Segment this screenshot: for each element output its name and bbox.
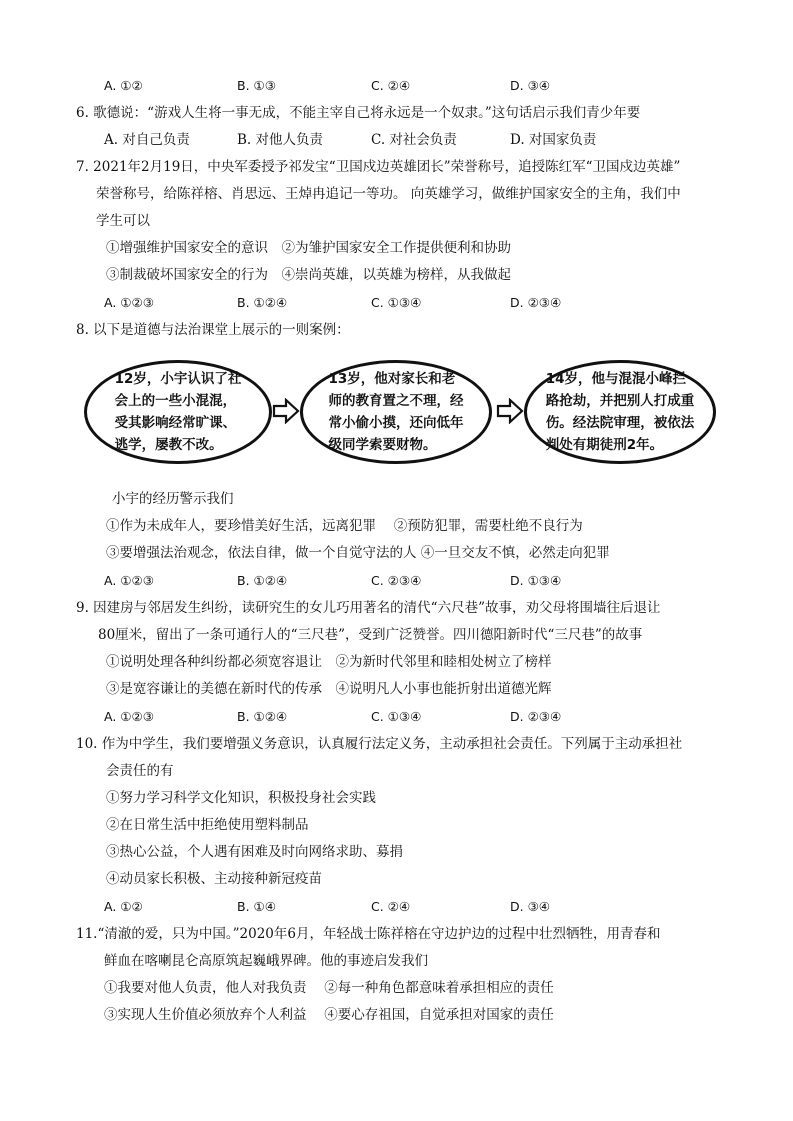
q9-option-d: D. ②③④ (510, 709, 562, 724)
q7-item-line1: ①增强维护国家安全的意识 ②为雏护国家安全工作提供便利和协助 (106, 240, 511, 256)
q10-item1: ①努力学习科学文化知识，积极投身社会实践 (106, 790, 376, 806)
q5-option-b: B. ①③ (237, 78, 276, 93)
q8-stem: 8. 以下是道德与法治课堂上展示的一则案例： (76, 322, 350, 338)
q6-stem: 6. 歌德说：“游戏人生将一事无成，不能主宰自己将永远是一个奴隶。”这句话启示我们青少年要 (76, 105, 641, 121)
q8-item-line2: ③要增强法治观念，依法自律，做一个自觉守法的人 ④一旦交友不慎，必然走向犯罪 (106, 545, 610, 561)
case-oval-age12-text: 12岁，小宇认识了社 会上的一些小混混， 受其影响经常旷课、 逃学，屡教不改。 (114, 371, 242, 453)
q9-option-c: C. ①③④ (371, 709, 422, 724)
q5-option-d: D. ③④ (510, 78, 550, 93)
case-flow-diagram (84, 360, 716, 472)
q8-prompt: 小宇的经历警示我们 (112, 491, 234, 507)
q10-item2: ②在日常生活中拒绝使用塑料制品 (106, 817, 309, 833)
q11-item-line2: ③实现人生价值必须放弃个人利益 ④要心存祖国，自觉承担对国家的责任 (104, 1007, 554, 1023)
q9-stem-line2: 80厘米，留出了一条可通行人的“三尺巷”，受到广泛赞誉。四川德阳新时代“三尺巷”的故事 (98, 627, 643, 643)
q9-stem-line1: 9. 因建房与邻居发生纠纷，读研究生的女儿巧用著名的清代“六尺巷”故事，劝父母将围墙往后退让 (76, 600, 661, 616)
case-oval-age13 (300, 360, 492, 464)
q10-item3: ③热心公益，个人遇有困难及时向网络求助、募捐 (106, 844, 403, 860)
q6-option-a: A. 对自己负责 (104, 132, 190, 148)
q10-option-a: A. ①② (104, 899, 143, 914)
q8-option-c: C. ②③④ (371, 573, 422, 588)
right-arrow-icon (496, 398, 524, 424)
q6-option-b: B. 对他人负责 (237, 132, 324, 148)
q10-stem-line1: 10. 作为中学生，我们要增强义务意识，认真履行法定义务，主动承担社会责任。下列属于主动承担社 (76, 736, 683, 752)
q9-option-a: A. ①②③ (104, 709, 154, 724)
q11-stem-line1: 11.“清澈的爱，只为中国。”2020年6月，年轻战士陈祥榕在守边护边的过程中壮烈牺牲，用青春和 (76, 926, 661, 942)
q10-option-b: B. ①④ (237, 899, 276, 914)
q8-option-a: A. ①②③ (104, 573, 154, 588)
case-oval-age13-text: 13岁，他对家长和老 师的教育置之不理，经 常小偷小摸，还向低年 级同学索要财物。 (328, 371, 464, 453)
q7-option-b: B. ①②④ (237, 295, 288, 310)
case-oval-age14 (524, 360, 716, 464)
q8-item-line1: ①作为未成年人，要珍惜美好生活，远离犯罪 ②预防犯罪，需要杜绝不良行为 (106, 518, 583, 534)
q6-option-c: C. 对社会负责 (371, 132, 457, 148)
q7-option-c: C. ①③④ (371, 295, 422, 310)
q5-option-a: A. ①② (104, 78, 143, 93)
q9-option-b: B. ①②④ (237, 709, 288, 724)
q7-stem-line2: 荣誉称号，给陈祥榕、肖思远、王焯冉追记一等功。 向英雄学习，做维护国家安全的主角，我们中 (96, 186, 681, 202)
q7-option-d: D. ②③④ (510, 295, 562, 310)
q9-item-line1: ①说明处理各种纠纷都必须宽容退让 ②为新时代邻里和睦相处树立了榜样 (106, 654, 552, 670)
q7-stem-line3: 学生可以 (96, 213, 150, 229)
q10-item4: ④动员家长积极、主动接种新冠疫苗 (106, 871, 322, 887)
q6-option-d: D. 对国家负责 (510, 132, 597, 148)
q7-option-a: A. ①②③ (104, 295, 154, 310)
q5-option-c: C. ②④ (371, 78, 411, 93)
case-oval-age14-text: 14岁，他与混混小峰拦 路抢劫，并把别人打成重 伤。经法院审理，被依法 判处有期徒刑2年。 (545, 371, 695, 453)
q10-option-d: D. ③④ (510, 899, 550, 914)
q9-item-line2: ③是宽容谦让的美德在新时代的传承 ④说明凡人小事也能折射出道德光辉 (106, 681, 552, 697)
q7-item-line2: ③制裁破坏国家安全的行为 ④崇尚英雄，以英雄为榜样，从我做起 (106, 267, 511, 283)
q8-option-d: D. ①③④ (510, 573, 562, 588)
q8-option-b: B. ①②④ (237, 573, 288, 588)
q7-stem-line1: 7. 2021年2月19日，中央军委授予祁发宝“卫国戍边英雄团长”荣誉称号，追授陈红军“卫国戍边英雄” (76, 159, 681, 175)
q10-option-c: C. ②④ (371, 899, 411, 914)
q11-item-line1: ①我要对他人负责，他人对我负责 ②每一种角色都意味着承担相应的责任 (104, 980, 554, 996)
q11-stem-line2: 鲜血在喀喇昆仑高原筑起巍峨界碑。他的事迹启发我们 (104, 953, 428, 969)
case-oval-age12 (84, 360, 272, 464)
right-arrow-icon (272, 398, 300, 424)
q10-stem-line2: 会责任的有 (106, 763, 174, 779)
